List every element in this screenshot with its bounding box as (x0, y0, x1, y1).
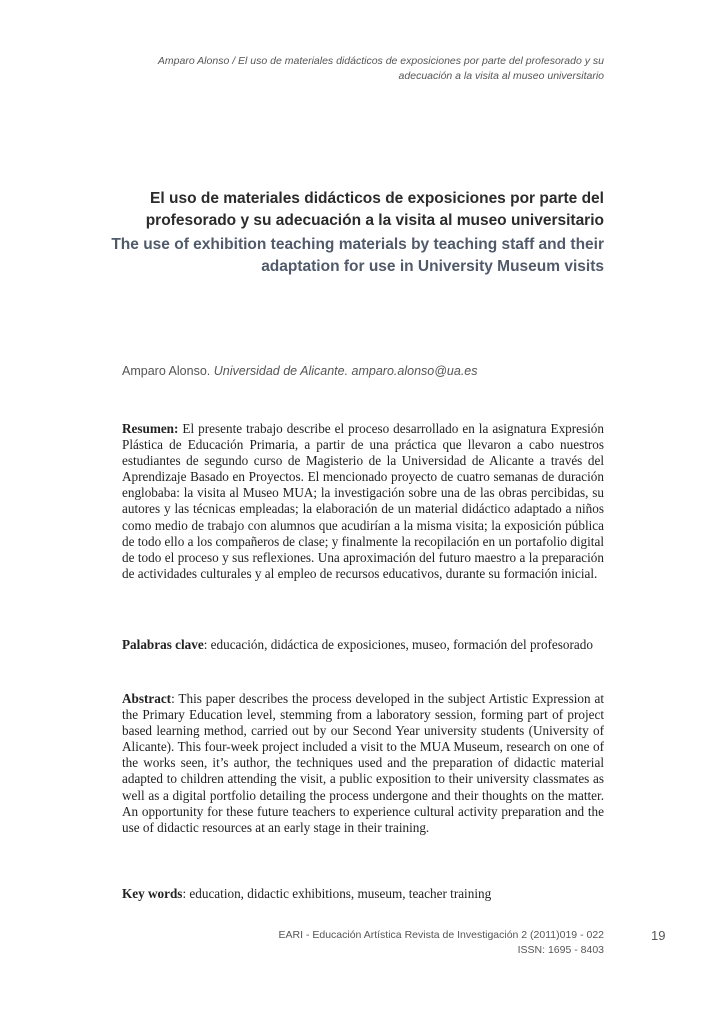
title-spanish-line-1: El uso de materiales didácticos de exposiciones por parte del (150, 190, 604, 207)
abstract-text: : This paper describes the process developed in the subject Artistic Expression at the Primary Education level, stemming from a laboratory session, forming part of project based learning method, carried out by our Second Year university students (University of Alicante). This four-week project included a visit to the MUA Museum, research on one of the works seen, it’s author, the techniques used and the preparation of didactic material adapted to children attending the visit, a public exposition to their university classmates as well as a digital portfolio detailing the process undergone and their thoughts on the matter. An opportunity for these future teachers to experience cultural activity preparation and the use of didactic resources at an early stage in their training. (122, 691, 604, 835)
title-block (64, 188, 604, 278)
title-english-line-2: adaptation for use in University Museum visits (261, 258, 604, 275)
palabras-clave-paragraph (122, 637, 604, 653)
title-spanish-line-2: profesorado y su adecuación a la visita al museo universitario (145, 212, 604, 229)
running-header-line-1: Amparo Alonso / El uso de materiales didácticos de exposiciones por parte del profesorado y su (157, 55, 604, 67)
palabras-clave-text: : educación, didáctica de exposiciones, museo, formación del profesorado (203, 637, 593, 652)
journal-citation: EARI - Educación Artística Revista de Investigación 2 (2011)019 - 022 (278, 929, 604, 941)
journal-issn: ISSN: 1695 - 8403 (517, 944, 604, 956)
resumen-text: El presente trabajo describe el proceso desarrollado en la asignatura Expresión Plástica de Educación Primaria, a partir de una práctica que llevaron a cabo nuestros estudiantes de segundo curso de Magisterio de la Universidad de Alicante a través del Aprendizaje Basado en Proyectos. El mencionado proyecto de cuatro semanas de duración englobaba: la visita al Museo MUA; la investigación sobre una de las obras percibidas, su autores y las técnicas empleadas; la elaboración de un material didáctico adaptado a niños como medio de trabajo con alumnos que acudirían a la misma visita; la exposición pública de todo ello a los compañeros de clase; y finalmente la recopilación en un portafolio digital de todo el proceso y sus reflexiones. Una aproximación del futuro maestro a la preparación de actividades culturales y al empleo de recursos educativos, durante su formación inicial. (122, 421, 604, 581)
resumen-paragraph (122, 421, 604, 582)
author-affiliation: Universidad de Alicante. amparo.alonso@ua.es (213, 364, 478, 378)
author-separator: . (206, 364, 214, 378)
author-name: Amparo Alonso (122, 364, 207, 378)
keywords-paragraph (122, 886, 604, 902)
resumen-label: Resumen: (122, 421, 179, 436)
abstract-label: Abstract (122, 691, 172, 706)
palabras-clave-label: Palabras clave (122, 637, 204, 652)
title-english (64, 234, 604, 278)
author-line (122, 364, 622, 378)
keywords-label: Key words (122, 886, 183, 901)
page-number: 19 (651, 928, 666, 943)
journal-footer (144, 928, 604, 958)
title-english-line-1: The use of exhibition teaching materials by teaching staff and their (111, 236, 604, 253)
running-header-line-2: adecuación a la visita al museo universitario (398, 70, 604, 82)
keywords-text: : education, didactic exhibitions, museum, teacher training (182, 886, 492, 901)
abstract-paragraph (122, 691, 604, 836)
running-header (84, 54, 604, 84)
title-spanish (64, 188, 604, 232)
